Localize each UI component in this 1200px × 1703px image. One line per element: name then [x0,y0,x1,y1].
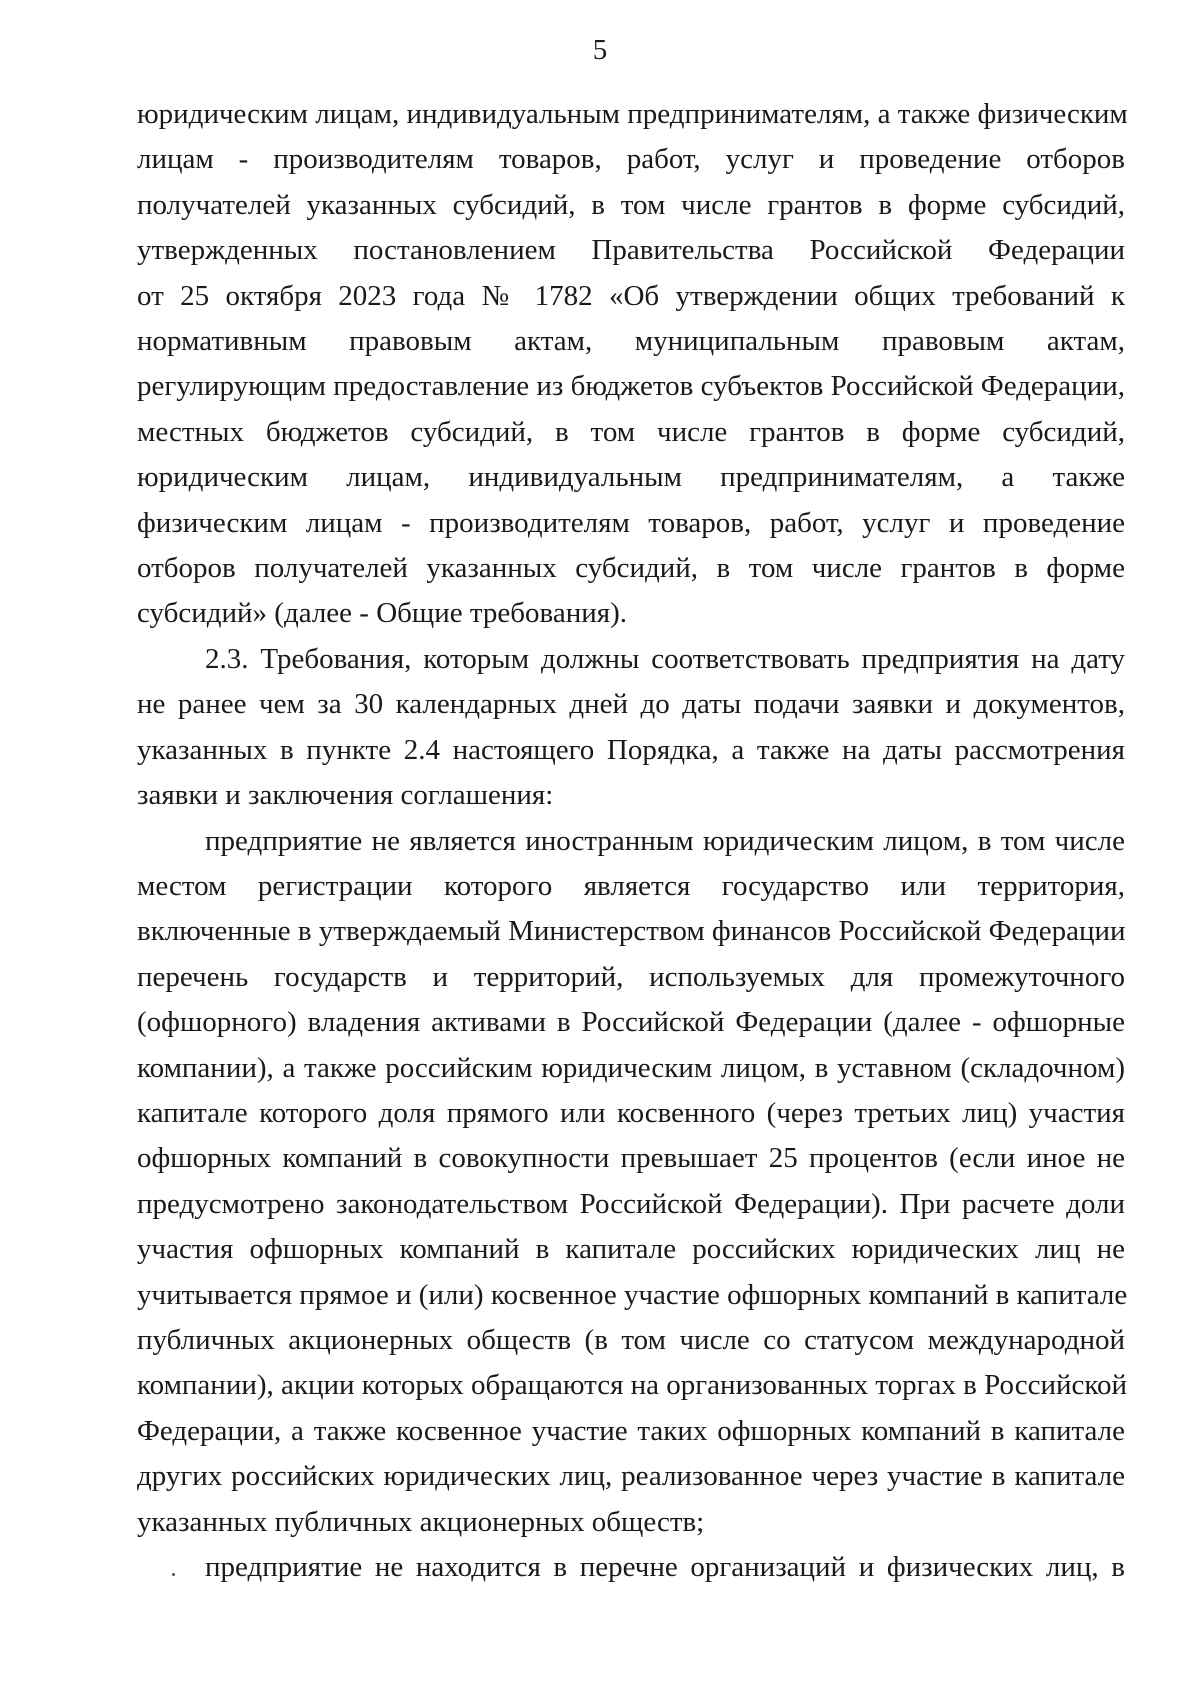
text-line: отборов получателей указанных субсидий, в том числе грантов в форме [137,552,1125,585]
paragraph [137,92,1128,637]
text-line: указанных в пункте 2.4 настоящего Порядка, а также на даты рассмотрения [137,733,1125,766]
text-line: лицам - производителям товаров, работ, услуг и проведение отборов [137,143,1125,176]
text-line: компании), а также российским юридическим лицом, в уставном (складочном) [137,1051,1125,1084]
text-line: от 25 октября 2023 года № 1782 «Об утверждении общих требований к [137,279,1125,312]
text-line: других российских юридических лиц, реализованное через участие в капитале [137,1460,1125,1493]
text-line: публичных акционерных обществ (в том числе со статусом международной [137,1323,1125,1356]
paragraph [137,637,1125,819]
text-line: предусмотрено законодательством Российской Федерации). При расчете доли [137,1187,1125,1220]
text-line: юридическим лицам, индивидуальным предпринимателям, а также [137,461,1125,494]
document-body [137,92,1128,1590]
text-line: местных бюджетов субсидий, в том числе грантов в форме субсидий, [137,415,1125,448]
text-line: (офшорного) владения активами в Российской Федерации (далее - офшорные [137,1006,1125,1039]
paragraph [137,1545,1125,1590]
text-line: капитале которого доля прямого или косвенного (через третьих лиц) участия [137,1096,1125,1129]
text-line: местом регистрации которого является государство или территория, [137,869,1125,902]
text-line: 2.3. Требования, которым должны соответствовать предприятия на дату [205,642,1125,675]
paragraph [137,819,1128,1546]
text-line: утвержденных постановлением Правительства Российской Федерации [137,234,1125,267]
text-line: заявки и заключения соглашения: [137,779,554,812]
scan-speck [172,1573,175,1576]
text-line: участия офшорных компаний в капитале российских юридических лиц не [137,1233,1125,1266]
text-line: включенные в утверждаемый Министерством финансов Российской Федерации [137,915,1126,948]
text-line: учитывается прямое и (или) косвенное участие офшорных компаний в капитале [137,1278,1128,1311]
page-number: 5 [592,34,608,66]
text-line: офшорных компаний в совокупности превышает 25 процентов (если иное не [137,1142,1125,1175]
text-line: предприятие не является иностранным юридическим лицом, в том числе [205,824,1125,857]
text-line: регулирующим предоставление из бюджетов субъектов Российской Федерации, [137,370,1125,403]
text-line: нормативным правовым актам, муниципальным правовым актам, [137,325,1125,358]
text-line: не ранее чем за 30 календарных дней до даты подачи заявки и документов, [137,688,1125,721]
text-line: субсидий» (далее - Общие требования). [137,597,627,630]
text-line: физическим лицам - производителям товаров, работ, услуг и проведение [137,506,1125,539]
text-line: указанных публичных акционерных обществ; [137,1505,705,1538]
text-line: компании), акции которых обращаются на организованных торгах в Российской [137,1369,1128,1402]
text-line: юридическим лицам, индивидуальным предпринимателям, а также физическим [137,98,1128,130]
text-line: перечень государств и территорий, используемых для промежуточного [137,960,1125,993]
text-line: Федерации, а также косвенное участие таких офшорных компаний в капитале [137,1414,1125,1447]
text-line: предприятие не находится в перечне организаций и физических лиц, в [205,1551,1125,1583]
text-line: получателей указанных субсидий, в том числе грантов в форме субсидий, [137,188,1125,221]
